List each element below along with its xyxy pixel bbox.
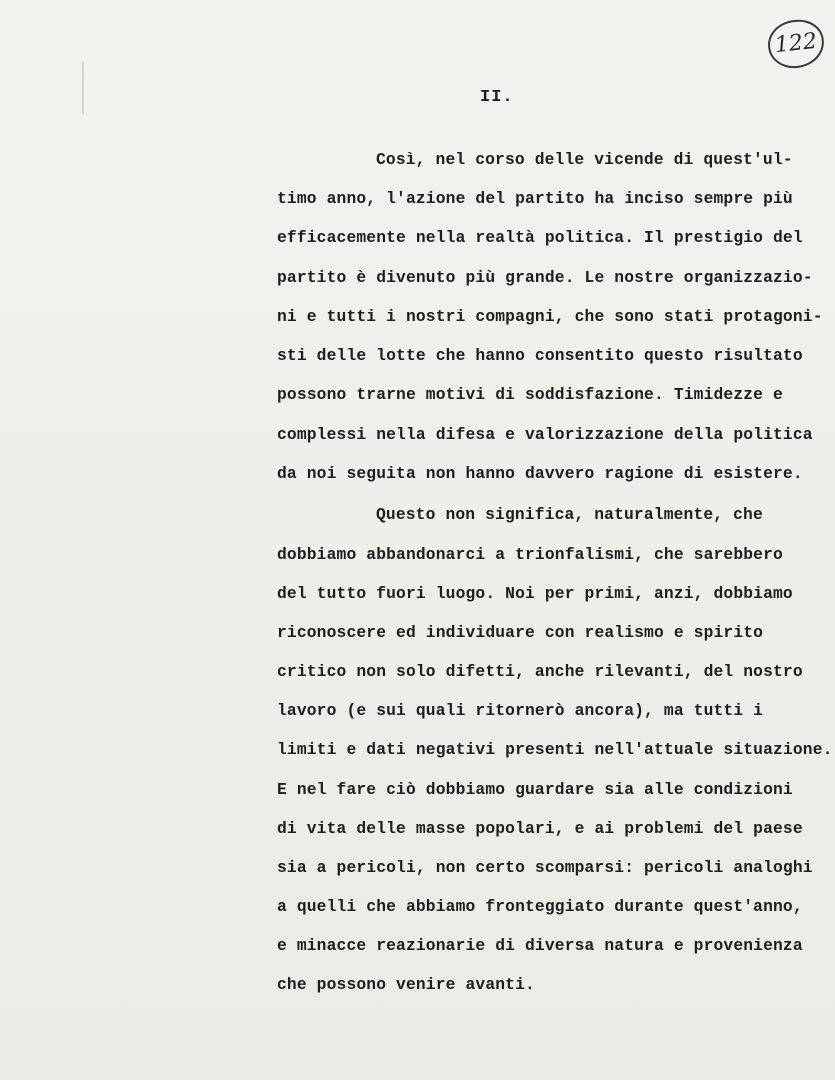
text-line: timo anno, l'azione del partito ha inciso sempre più xyxy=(277,189,793,208)
text-line: efficacemente nella realtà politica. Il prestigio del xyxy=(277,228,803,247)
text-line: partito è divenuto più grande. Le nostre organizzazio- xyxy=(277,268,813,287)
text-line: Così, nel corso delle vicende di quest'ul- xyxy=(376,150,793,169)
text-line: Questo non significa, naturalmente, che xyxy=(376,505,763,524)
text-line: dobbiamo abbandonarci a trionfalismi, che sarebbero xyxy=(277,545,783,564)
text-line: di vita delle masse popolari, e ai problemi del paese xyxy=(277,819,803,838)
text-line: che possono venire avanti. xyxy=(277,975,535,994)
text-line: E nel fare ciò dobbiamo guardare sia alle condizioni xyxy=(277,780,793,799)
text-line: del tutto fuori luogo. Noi per primi, anzi, dobbiamo xyxy=(277,584,793,603)
text-line: a quelli che abbiamo fronteggiato durante quest'anno, xyxy=(277,897,803,916)
text-line: possono trarne motivi di soddisfazione. Timidezze e xyxy=(277,385,783,404)
text-line: e minacce reazionarie di diversa natura e provenienza xyxy=(277,936,803,955)
section-heading: II. xyxy=(480,88,514,107)
text-line: critico non solo difetti, anche rilevanti, del nostro xyxy=(277,662,803,681)
text-line: da noi seguita non hanno davvero ragione di esistere. xyxy=(277,464,803,483)
text-line: sti delle lotte che hanno consentito questo risultato xyxy=(277,346,803,365)
text-line: sia a pericoli, non certo scomparsi: pericoli analoghi xyxy=(277,858,813,877)
text-line: complessi nella difesa e valorizzazione della politica xyxy=(277,425,813,444)
text-line: ni e tutti i nostri compagni, che sono stati protagoni- xyxy=(277,307,823,326)
handwritten-page-number: 122 xyxy=(766,17,827,71)
text-line: lavoro (e sui quali ritornerò ancora), ma tutti i xyxy=(277,701,764,720)
margin-mark xyxy=(82,62,84,114)
text-line: riconoscere ed individuare con realismo e spirito xyxy=(277,623,764,642)
text-line: limiti e dati negativi presenti nell'attuale situazione. xyxy=(277,740,833,759)
